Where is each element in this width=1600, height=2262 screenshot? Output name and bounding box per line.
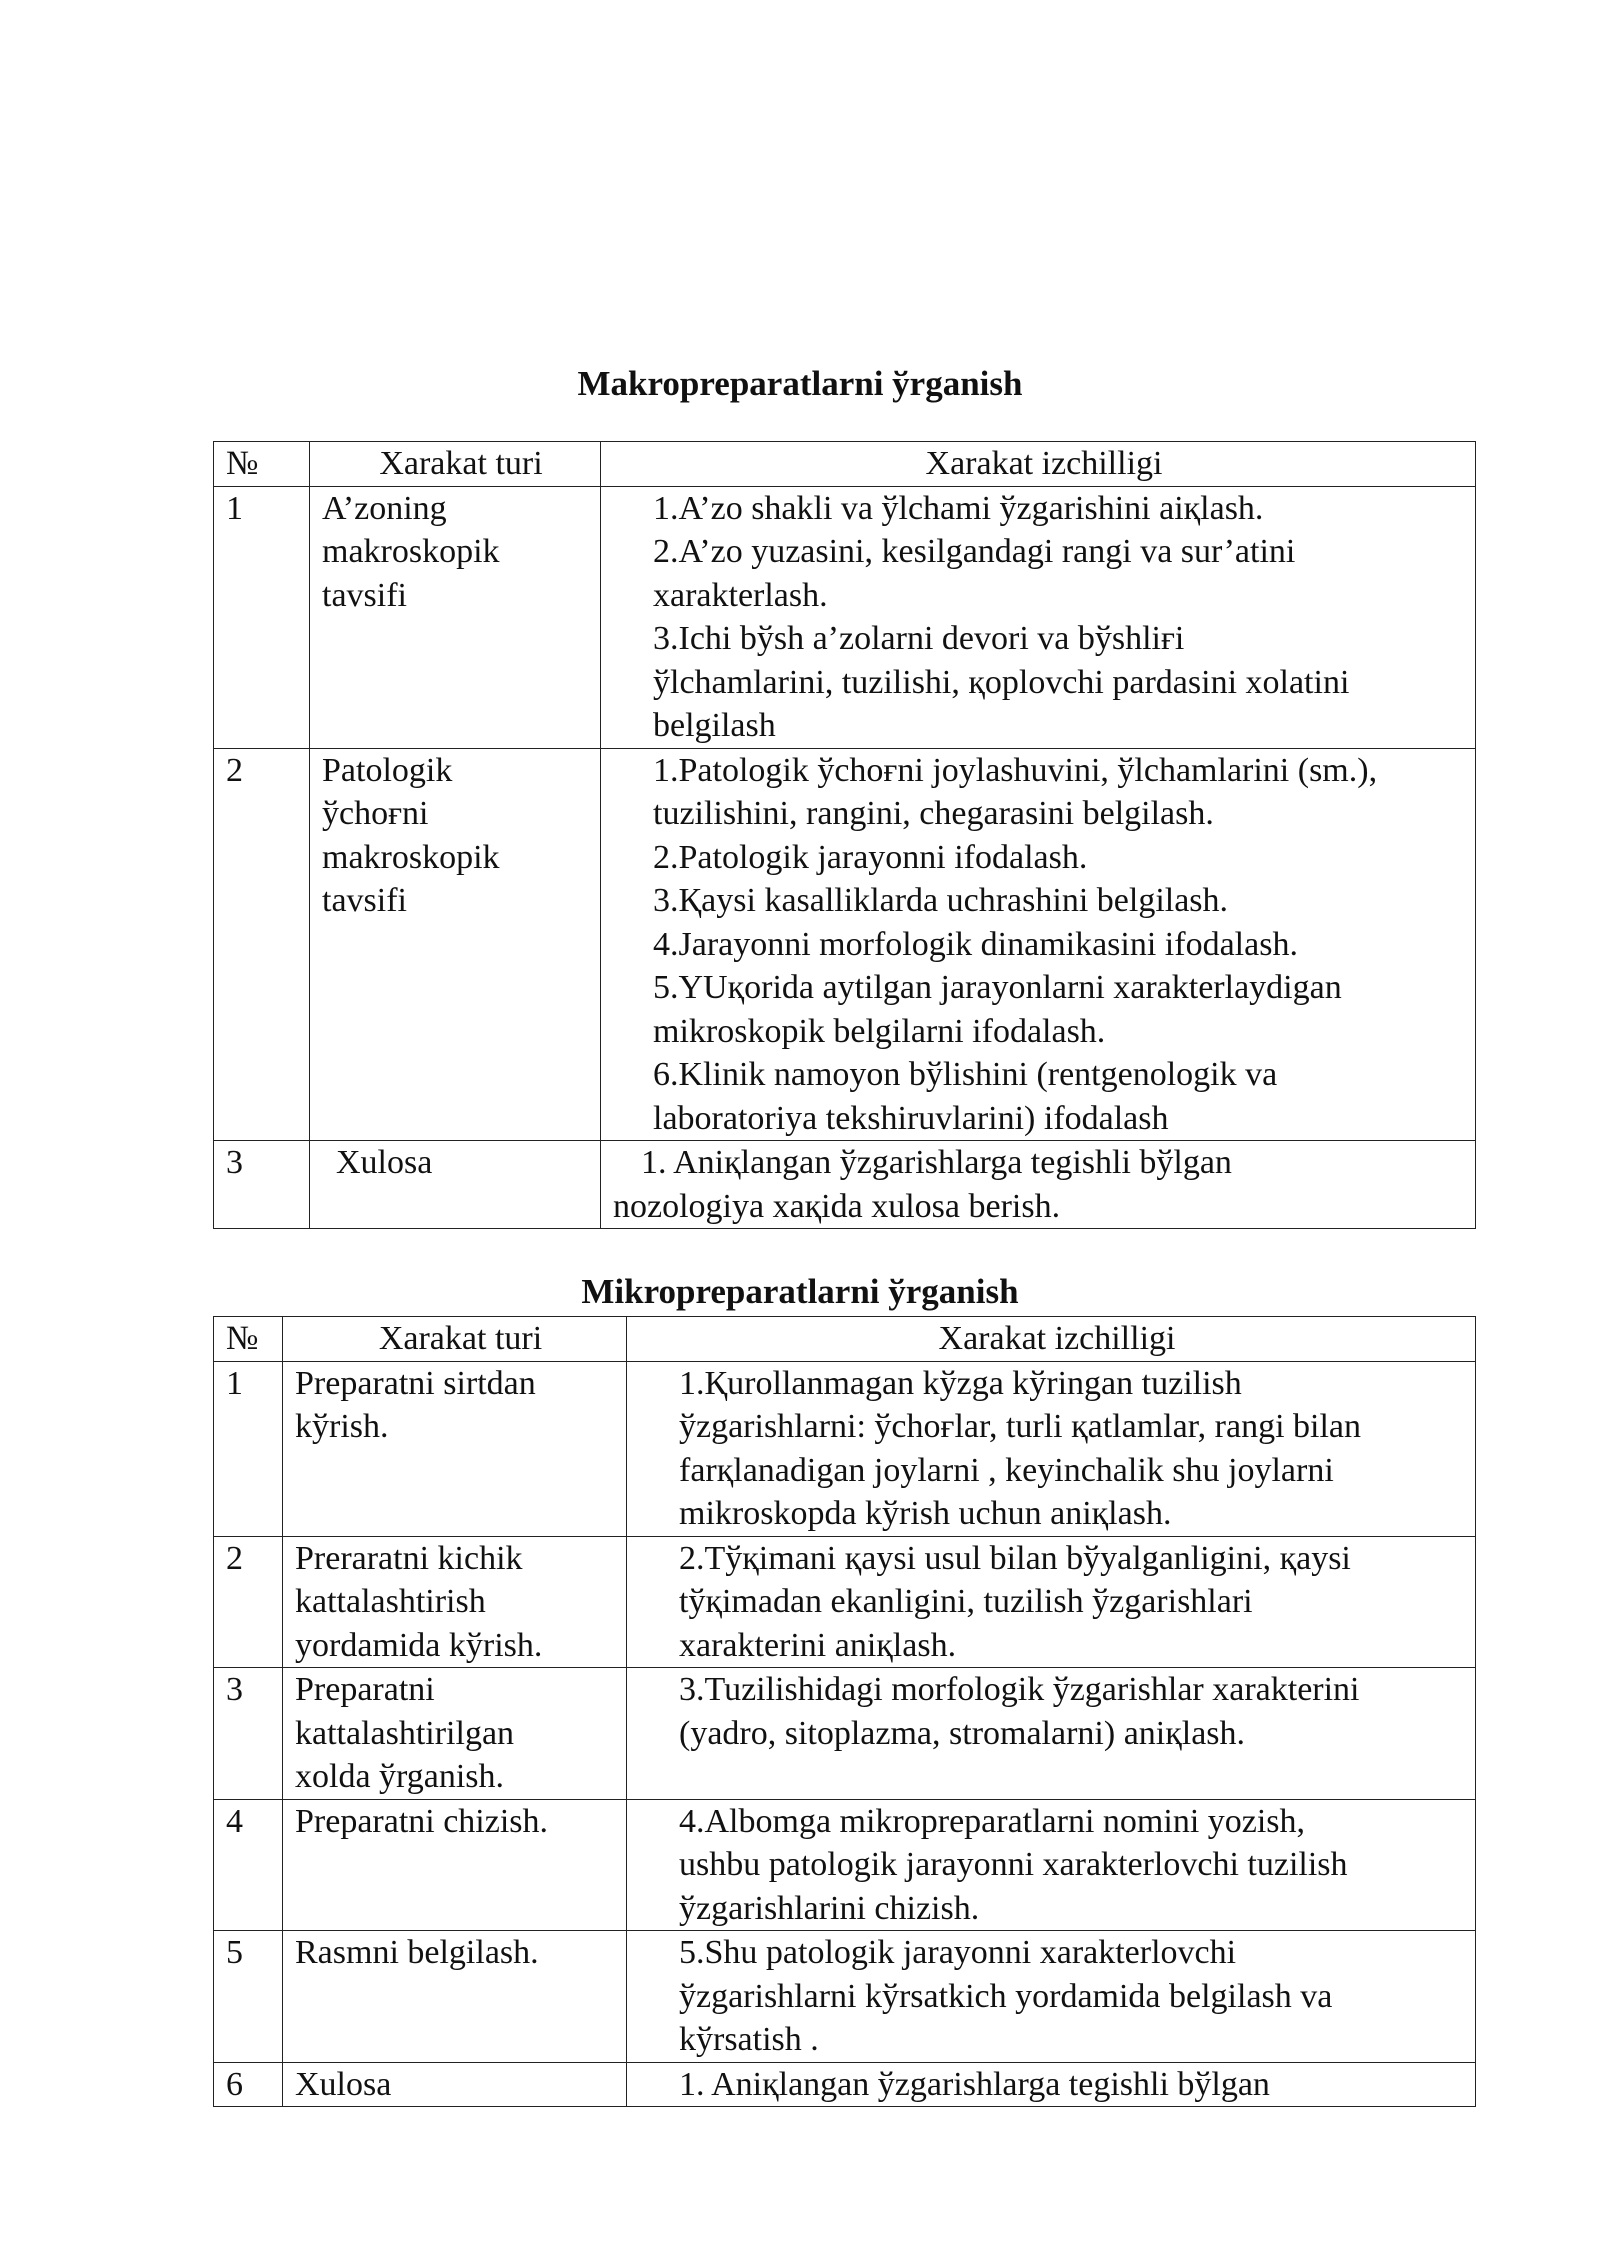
action-sequence-line: ўzgarishlarni: ўchoғlar, turli қatlamlar, rangi bilan — [679, 1408, 1362, 1445]
header-number: № — [214, 1317, 283, 1362]
action-sequence-line: tuzilishini, rangini, chegarasini belgilash. — [653, 795, 1214, 832]
table-row — [214, 1931, 1476, 2063]
action-type-cell — [310, 486, 601, 748]
action-sequence-cell — [601, 748, 1476, 1141]
action-sequence-line: xarakterlash. — [653, 576, 828, 614]
action-type-line: Xulosa — [295, 2065, 392, 2103]
action-type-cell — [283, 1799, 627, 1931]
action-sequence-cell — [627, 1668, 1476, 1800]
action-type-line: makroskopik — [322, 838, 500, 876]
action-sequence-line: ўzgarishlarini chizish. — [679, 1889, 980, 1927]
action-type-line: kattalashtirilgan — [295, 1714, 515, 1752]
action-sequence-cell — [627, 1536, 1476, 1668]
action-type-line: Preparatni chizish. — [295, 1802, 549, 1840]
table-header-row — [214, 442, 1476, 487]
action-sequence-line: 5.YUқorida aytilgan jarayonlarni xarakterlaydigan — [653, 969, 1342, 1006]
row-number: 4 — [214, 1799, 283, 1931]
table-header-row — [214, 1317, 1476, 1362]
action-sequence-line: 2.Patologik jarayonni ifodalash. — [653, 838, 1088, 876]
action-sequence-line: kўrsatish . — [679, 2021, 819, 2058]
row-number: 3 — [214, 1141, 310, 1229]
row-number: 1 — [214, 1361, 283, 1536]
action-type-line: tavsifi — [322, 576, 407, 614]
action-sequence-line: 3.Ichi bўsh a’zolarni devori va bўshliғi — [653, 620, 1185, 657]
table-row — [214, 1799, 1476, 1931]
action-type-line: A’zoning — [322, 489, 447, 527]
action-sequence-line: laboratoriya tekshiruvlarini) ifodalash — [653, 1099, 1169, 1137]
header-number: № — [214, 442, 310, 487]
action-sequence-line: 1.Қurollanmagan kўzga kўringan tuzilish — [679, 1364, 1242, 1402]
action-type-line: ўchoғni — [322, 795, 429, 832]
action-sequence-line: ushbu patologik jarayonni xarakterlovchi tuzilish — [679, 1846, 1348, 1883]
action-type-line: Preparatni — [295, 1671, 435, 1708]
header-action-type: Xarakat turi — [283, 1317, 627, 1362]
micro-table — [213, 1316, 1476, 2107]
action-sequence-line: 1.Patologik ўchoғni joylashuvini, ўlchamlarini (sm.), — [653, 751, 1378, 789]
action-sequence-cell — [627, 2062, 1476, 2107]
action-sequence-line: tўқimadan ekanligini, tuzilish ўzgarishlari — [679, 1583, 1253, 1620]
action-sequence-line: mikroskopda kўrish uchun aniқlash. — [679, 1495, 1172, 1532]
action-sequence-cell — [601, 1141, 1476, 1229]
row-number: 5 — [214, 1931, 283, 2063]
action-type-line: Xulosa — [336, 1144, 433, 1181]
action-sequence-cell — [627, 1931, 1476, 2063]
action-type-line: xolda ўrganish. — [295, 1758, 505, 1795]
header-action-sequence: Xarakat izchilligi — [627, 1317, 1476, 1362]
macro-table — [213, 441, 1476, 1229]
table-row — [214, 748, 1476, 1141]
action-type-line: makroskopik — [322, 533, 500, 570]
action-sequence-cell — [627, 1799, 1476, 1931]
action-sequence-line: 1. Aniқlangan ўzgarishlarga tegishli bўlgan — [679, 2065, 1270, 2103]
action-sequence-cell — [601, 486, 1476, 748]
action-type-line: kўrish. — [295, 1408, 389, 1445]
action-type-line: Patologik — [322, 751, 453, 789]
action-type-line: Preparatni sirtdan — [295, 1364, 536, 1402]
action-sequence-line: 5.Shu patologik jarayonni xarakterlovchi — [679, 1934, 1237, 1971]
action-sequence-line: 6.Klinik namoyon bўlishini (rentgenologik va — [653, 1056, 1278, 1093]
action-sequence-line: 1. Aniқlangan ўzgarishlarga tegishli bўlgan — [641, 1144, 1232, 1181]
macro-title: Makropreparatlarni ўrganish — [577, 364, 1023, 403]
action-sequence-line: farқlanadigan joylarni , keyinchalik shu joylarni — [679, 1451, 1334, 1489]
header-action-sequence: Xarakat izchilligi — [601, 442, 1476, 487]
action-type-line: Prerаratni kichik — [295, 1539, 523, 1577]
action-sequence-line: 4.Jarayonni morfologik dinamikasini ifodalash. — [653, 925, 1298, 963]
action-type-line: tavsifi — [322, 882, 407, 919]
action-sequence-line: 4.Albomga mikropreparatlarni nomini yozish, — [679, 1802, 1306, 1840]
action-sequence-line: 1.A’zo shakli va ўlchami ўzgarishini aiқlash. — [653, 489, 1264, 527]
row-number: 6 — [214, 2062, 283, 2107]
header-action-type: Xarakat turi — [310, 442, 601, 487]
micro-title: Mikropreparatlarni ўrganish — [581, 1272, 1019, 1311]
table-row — [214, 1361, 1476, 1536]
action-type-cell — [283, 1668, 627, 1800]
action-sequence-line: belgilash — [653, 707, 776, 744]
action-type-cell — [283, 2062, 627, 2107]
table-row — [214, 486, 1476, 748]
action-sequence-line: xarakterini aniқlash. — [679, 1626, 957, 1664]
action-sequence-line: 2.Tўқimani қaysi usul bilan bўyalganligini, қaysi — [679, 1539, 1351, 1577]
table-row — [214, 1668, 1476, 1800]
table-row — [214, 2062, 1476, 2107]
action-sequence-line: 3.Tuzilishidagi morfologik ўzgarishlar xarakterini — [679, 1671, 1360, 1708]
row-number: 3 — [214, 1668, 283, 1800]
table-row — [214, 1536, 1476, 1668]
action-sequence-line: ўzgarishlarni kўrsatkich yordamida belgilash va — [679, 1977, 1333, 2015]
table-row — [214, 1141, 1476, 1229]
action-sequence-cell — [627, 1361, 1476, 1536]
row-number: 1 — [214, 486, 310, 748]
action-sequence-line: mikroskopik belgilarni ifodalash. — [653, 1012, 1106, 1050]
row-number: 2 — [214, 1536, 283, 1668]
action-type-cell — [283, 1536, 627, 1668]
action-type-cell — [283, 1931, 627, 2063]
action-type-cell — [310, 748, 601, 1141]
action-type-cell — [283, 1361, 627, 1536]
action-sequence-line: ўlchamlarini, tuzilishi, қoplovchi pardasini xolatini — [653, 663, 1350, 701]
action-type-line: Rasmni belgilash. — [295, 1934, 539, 1971]
action-type-cell — [310, 1141, 601, 1229]
action-sequence-line: nozologiya xaқida xulosa berish. — [613, 1187, 1061, 1225]
action-type-line: yordamida kўrish. — [295, 1626, 543, 1664]
action-sequence-line: 2.A’zo yuzasini, kesilgandagi rangi va sur’atini — [653, 533, 1296, 570]
action-sequence-line: (yadro, sitoplazma, stromalarni) aniқlash. — [679, 1714, 1246, 1752]
row-number: 2 — [214, 748, 310, 1141]
action-type-line: kattalashtirish — [295, 1583, 486, 1620]
action-sequence-line: 3.Қaysi kasalliklarda uchrashini belgilash. — [653, 882, 1229, 919]
